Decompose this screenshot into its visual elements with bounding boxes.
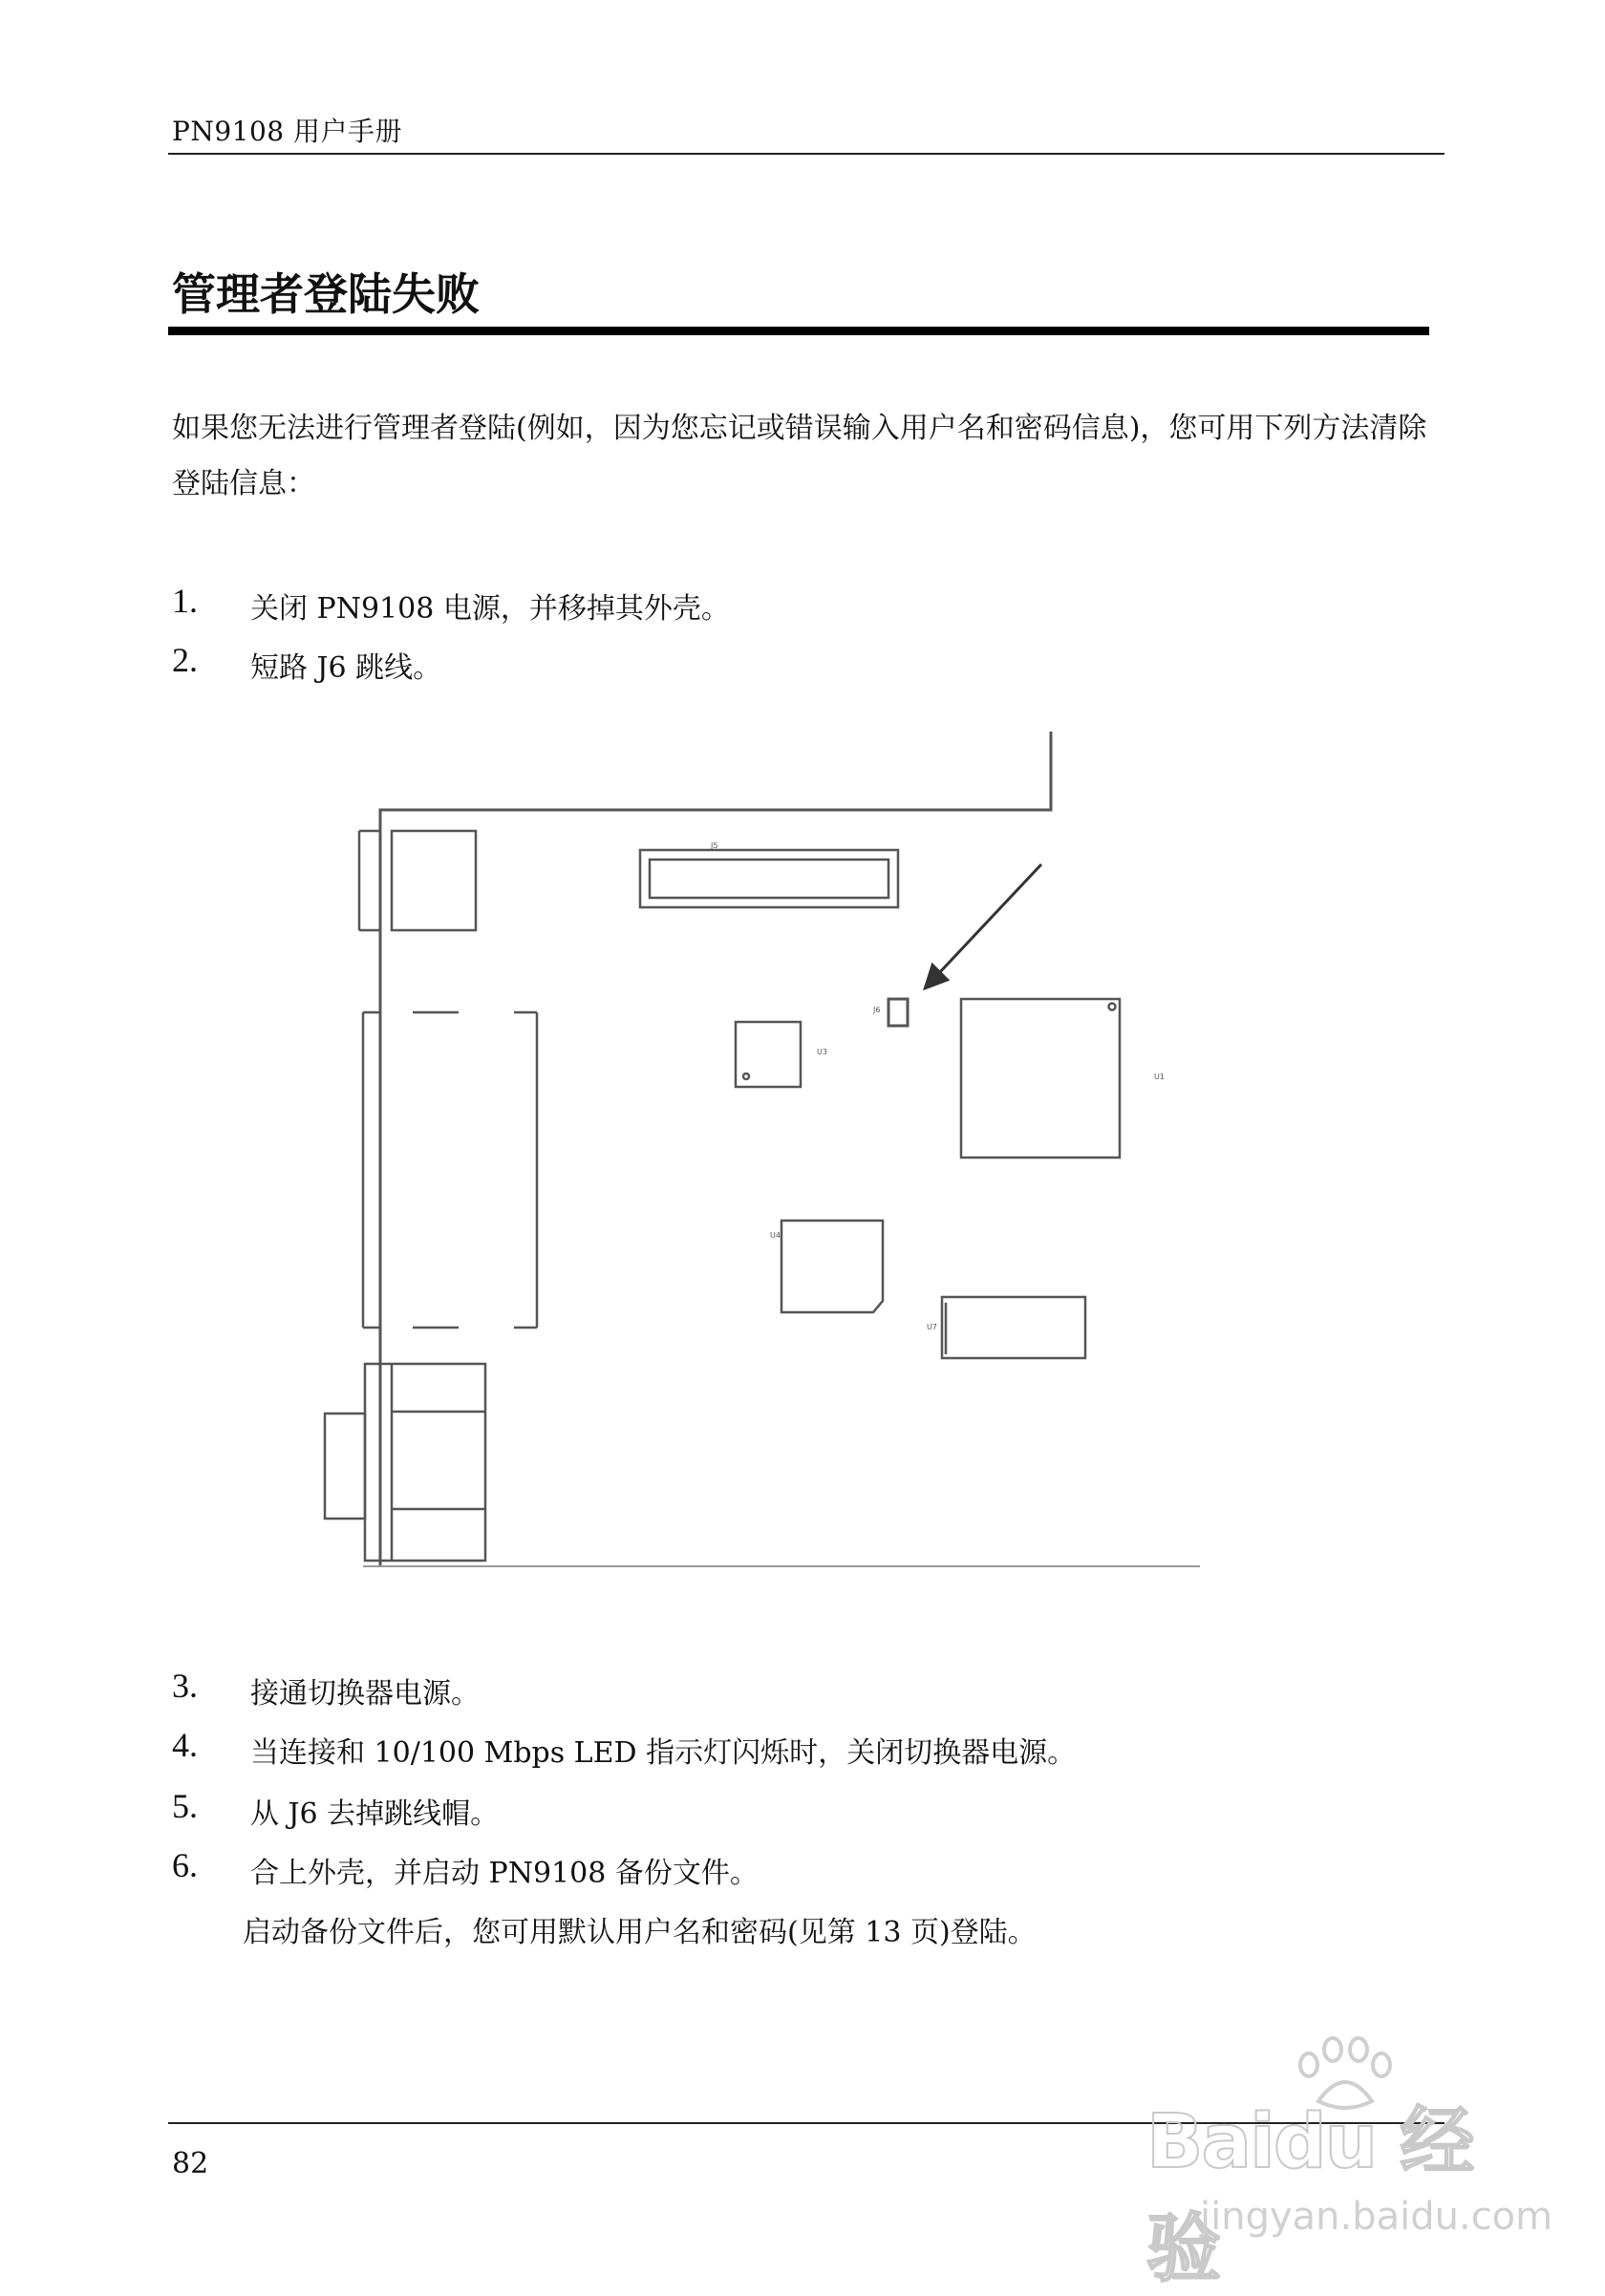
step-number: 3. (172, 1667, 198, 1705)
chip-wide-label: U7 (927, 1323, 937, 1331)
header-label: J5 (711, 841, 718, 850)
title-rule (168, 327, 1429, 335)
step-text: 关闭 PN9108 电源，并移掉其外壳。 (250, 592, 730, 626)
step-text: 当连接和 10/100 Mbps LED 指示灯闪烁时，关闭切换器电源。 (250, 1736, 1077, 1770)
board-diagram (315, 726, 1213, 1585)
chip-small-label: U3 (817, 1048, 827, 1056)
step-text: 接通切换器电源。 (250, 1677, 480, 1711)
chip-main-label: U1 (1154, 1073, 1165, 1081)
intro-paragraph: 如果您无法进行管理者登陆(例如，因为您忘记或错误输入用户名和密码信息)，您可用下列方法清除登陆信息： (172, 412, 1427, 500)
jumper-label: J6 (873, 1006, 881, 1014)
watermark-brand: Baidu 经验 (1146, 2099, 1473, 2292)
chip-mid-label: U4 (770, 1231, 781, 1240)
running-header: PN9108 用户手册 (172, 116, 402, 147)
watermark-url: jingyan.baidu.com (1200, 2195, 1553, 2239)
note-paragraph: 启动备份文件后，您可用默认用户名和密码(见第 13 页)登陆。 (243, 1916, 1037, 1949)
header-rule (168, 153, 1444, 155)
page-number: 82 (172, 2147, 209, 2180)
step-text: 合上外壳，并启动 PN9108 备份文件。 (250, 1857, 759, 1890)
step-text: 从 J6 去掉跳线帽。 (250, 1797, 500, 1831)
section-title: 管理者登陆失败 (172, 268, 480, 320)
step-number: 6. (172, 1846, 198, 1884)
step-number: 1. (172, 582, 198, 620)
step-number: 2. (172, 641, 198, 679)
baidu-watermark (1137, 2034, 1553, 2292)
step-number: 4. (172, 1726, 198, 1764)
step-number: 5. (172, 1787, 198, 1825)
step-text: 短路 J6 跳线。 (250, 651, 442, 685)
